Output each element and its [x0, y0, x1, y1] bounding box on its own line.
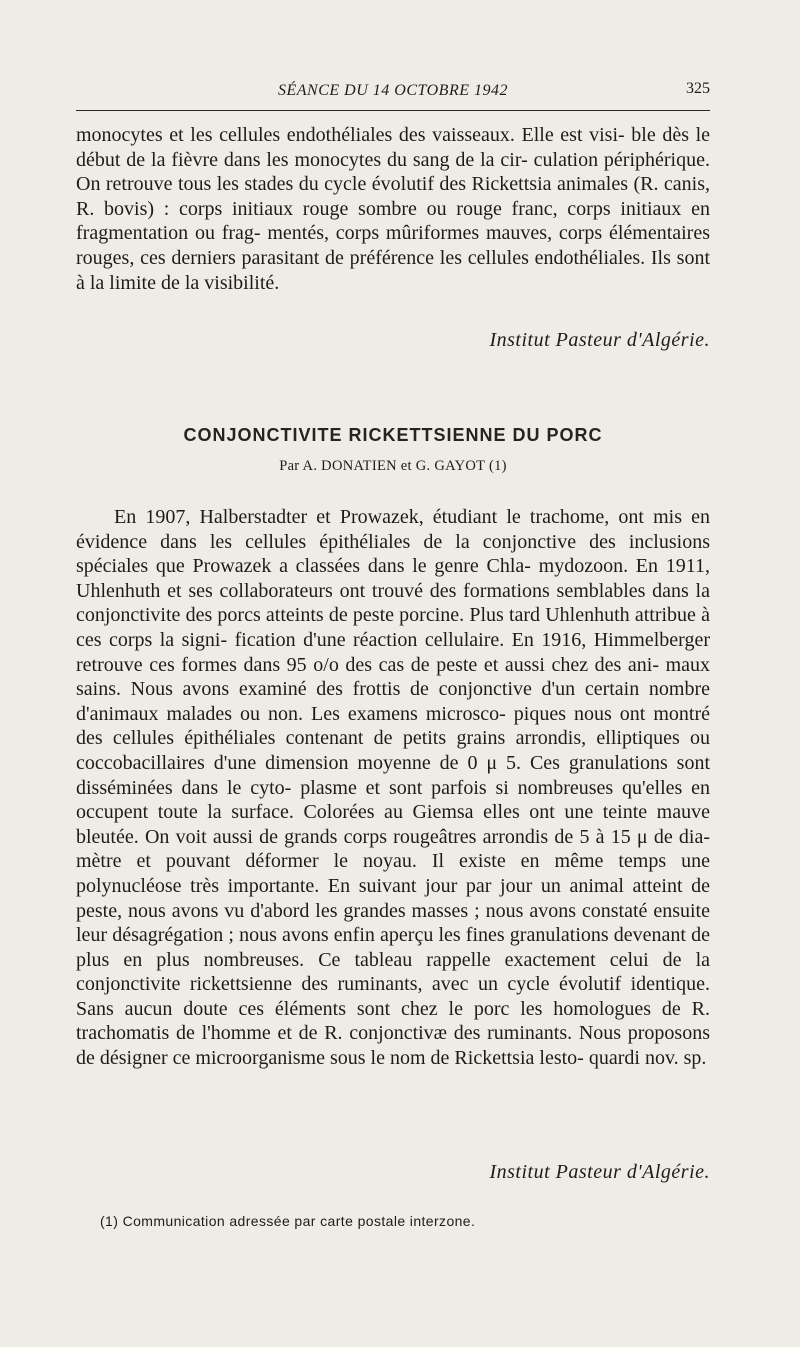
- article-byline: Par A. DONATIEN et G. GAYOT (1): [279, 458, 507, 474]
- text-line: mis en évidence dans les cellules épithéliales de la conjonctive des: [76, 506, 710, 553]
- text-line: monocytes et les cellules endothéliales des vaisseaux. Elle est visi-: [76, 124, 632, 146]
- header-rule: [76, 110, 710, 111]
- text-line: des Rickettsia animales (R. canis, R. bovis) : corps initiaux rouge: [76, 173, 710, 220]
- text-line: mètre et pouvant déformer le noyau. Il existe en même temps une: [76, 850, 710, 873]
- text-line: grains arrondis, elliptiques ou coccobacillaires d'une dimension: [76, 727, 711, 774]
- text-line: piques nous ont montré des cellules épithéliales contenant de petits: [76, 702, 710, 750]
- text-line: des ruminants, avec un cycle évolutif identique. Sans aucun doute: [76, 973, 710, 1020]
- text-line: culation périphérique. On retrouve tous les stades du cycle évolutif: [76, 148, 710, 196]
- text-line: En 1907, Halberstadter et Prowazek, étudiant le trachome, ont: [114, 506, 654, 528]
- text-line: quardi nov. sp.: [588, 1047, 707, 1070]
- continuation-paragraph: [76, 123, 710, 295]
- text-line: mydozoon. En 1911, Uhlenhuth et ses collaborateurs ont trouvé: [76, 555, 710, 602]
- text-line: plasme et sont parfois si nombreuses qu'elles en occupent toute la: [76, 776, 711, 824]
- article-title: CONJONCTIVITE RICKETTSIENNE DU PORC: [183, 425, 603, 445]
- text-line: de peste porcine. Plus tard Uhlenhuth attribue à ces corps la signi-: [76, 604, 710, 651]
- text-line: de l'homme et de R. conjonctivæ des ruminants. Nous proposons: [176, 1022, 710, 1045]
- text-line: voit aussi de grands corps rougeâtres arrondis de 5 à 15 μ de dia-: [175, 825, 711, 848]
- continuation-section: [76, 123, 711, 351]
- text-line: ble dès le début de la fièvre dans les monocytes du sang de la cir-: [76, 124, 711, 171]
- text-line: sombre ou rouge franc, corps initiaux en fragmentation ou frag-: [76, 197, 710, 245]
- text-line: tableau rappelle exactement celui de la conjonctivite rickettsienne: [76, 948, 710, 996]
- article-paragraph: [76, 505, 710, 1071]
- text-line: derniers parasitant de préférence les cellules endothéliales. Ils sont: [171, 246, 710, 269]
- text-line: ces éléments sont chez le porc les homologues de R. trachomatis: [76, 997, 710, 1045]
- text-line: surface. Colorées au Giemsa elles ont une teinte mauve bleutée. On: [76, 801, 710, 848]
- article-body: [76, 505, 711, 1183]
- text-line: ces formes dans 95 o/o des cas de peste et aussi chez des ani-: [149, 653, 666, 676]
- text-line: les fines granulations devenant de plus en plus nombreuses. Ce: [76, 924, 710, 971]
- text-line: avons constaté ensuite leur désagrégation ; nous avons enfin aperçu: [76, 899, 710, 947]
- text-line: des formations semblables dans la conjonctivite des porcs atteints: [76, 579, 710, 627]
- text-line: de désigner ce microorganisme sous le nom de Rickettsia lesto-: [76, 1047, 589, 1070]
- page-number: 325: [686, 80, 710, 97]
- text-line: inclusions spéciales que Prowazek a classées dans le genre Chla-: [76, 530, 710, 578]
- running-head: SÉANCE DU 14 OCTOBRE 1942: [278, 82, 508, 99]
- text-line: à la limite de la visibilité.: [76, 271, 280, 294]
- text-line: maux sains. Nous avons examiné des frottis de conjonctive d'un: [76, 653, 710, 701]
- page-header: [76, 78, 710, 108]
- text-line: certain nombre d'animaux malades ou non. Les examens microsco-: [76, 678, 710, 725]
- text-line: atteint de peste, nous avons vu d'abord les grandes masses ; nous: [76, 874, 710, 922]
- signature-institut: Institut Pasteur d'Algérie.: [489, 1161, 710, 1183]
- text-line: polynucléose très importante. En suivant jour par jour un animal: [76, 874, 633, 897]
- text-line: mentés, corps mûriformes mauves, corps élémentaires rouges, ces: [76, 222, 711, 269]
- signature-institut: Institut Pasteur d'Algérie.: [489, 329, 710, 351]
- text-line: moyenne de 0 μ 5. Ces granulations sont disséminées dans le cyto-: [76, 751, 710, 799]
- footnote: (1) Communication adressée par carte postale interzone.: [100, 1213, 476, 1229]
- text-line: fication d'une réaction cellulaire. En 1916, Himmelberger retrouve: [76, 628, 710, 676]
